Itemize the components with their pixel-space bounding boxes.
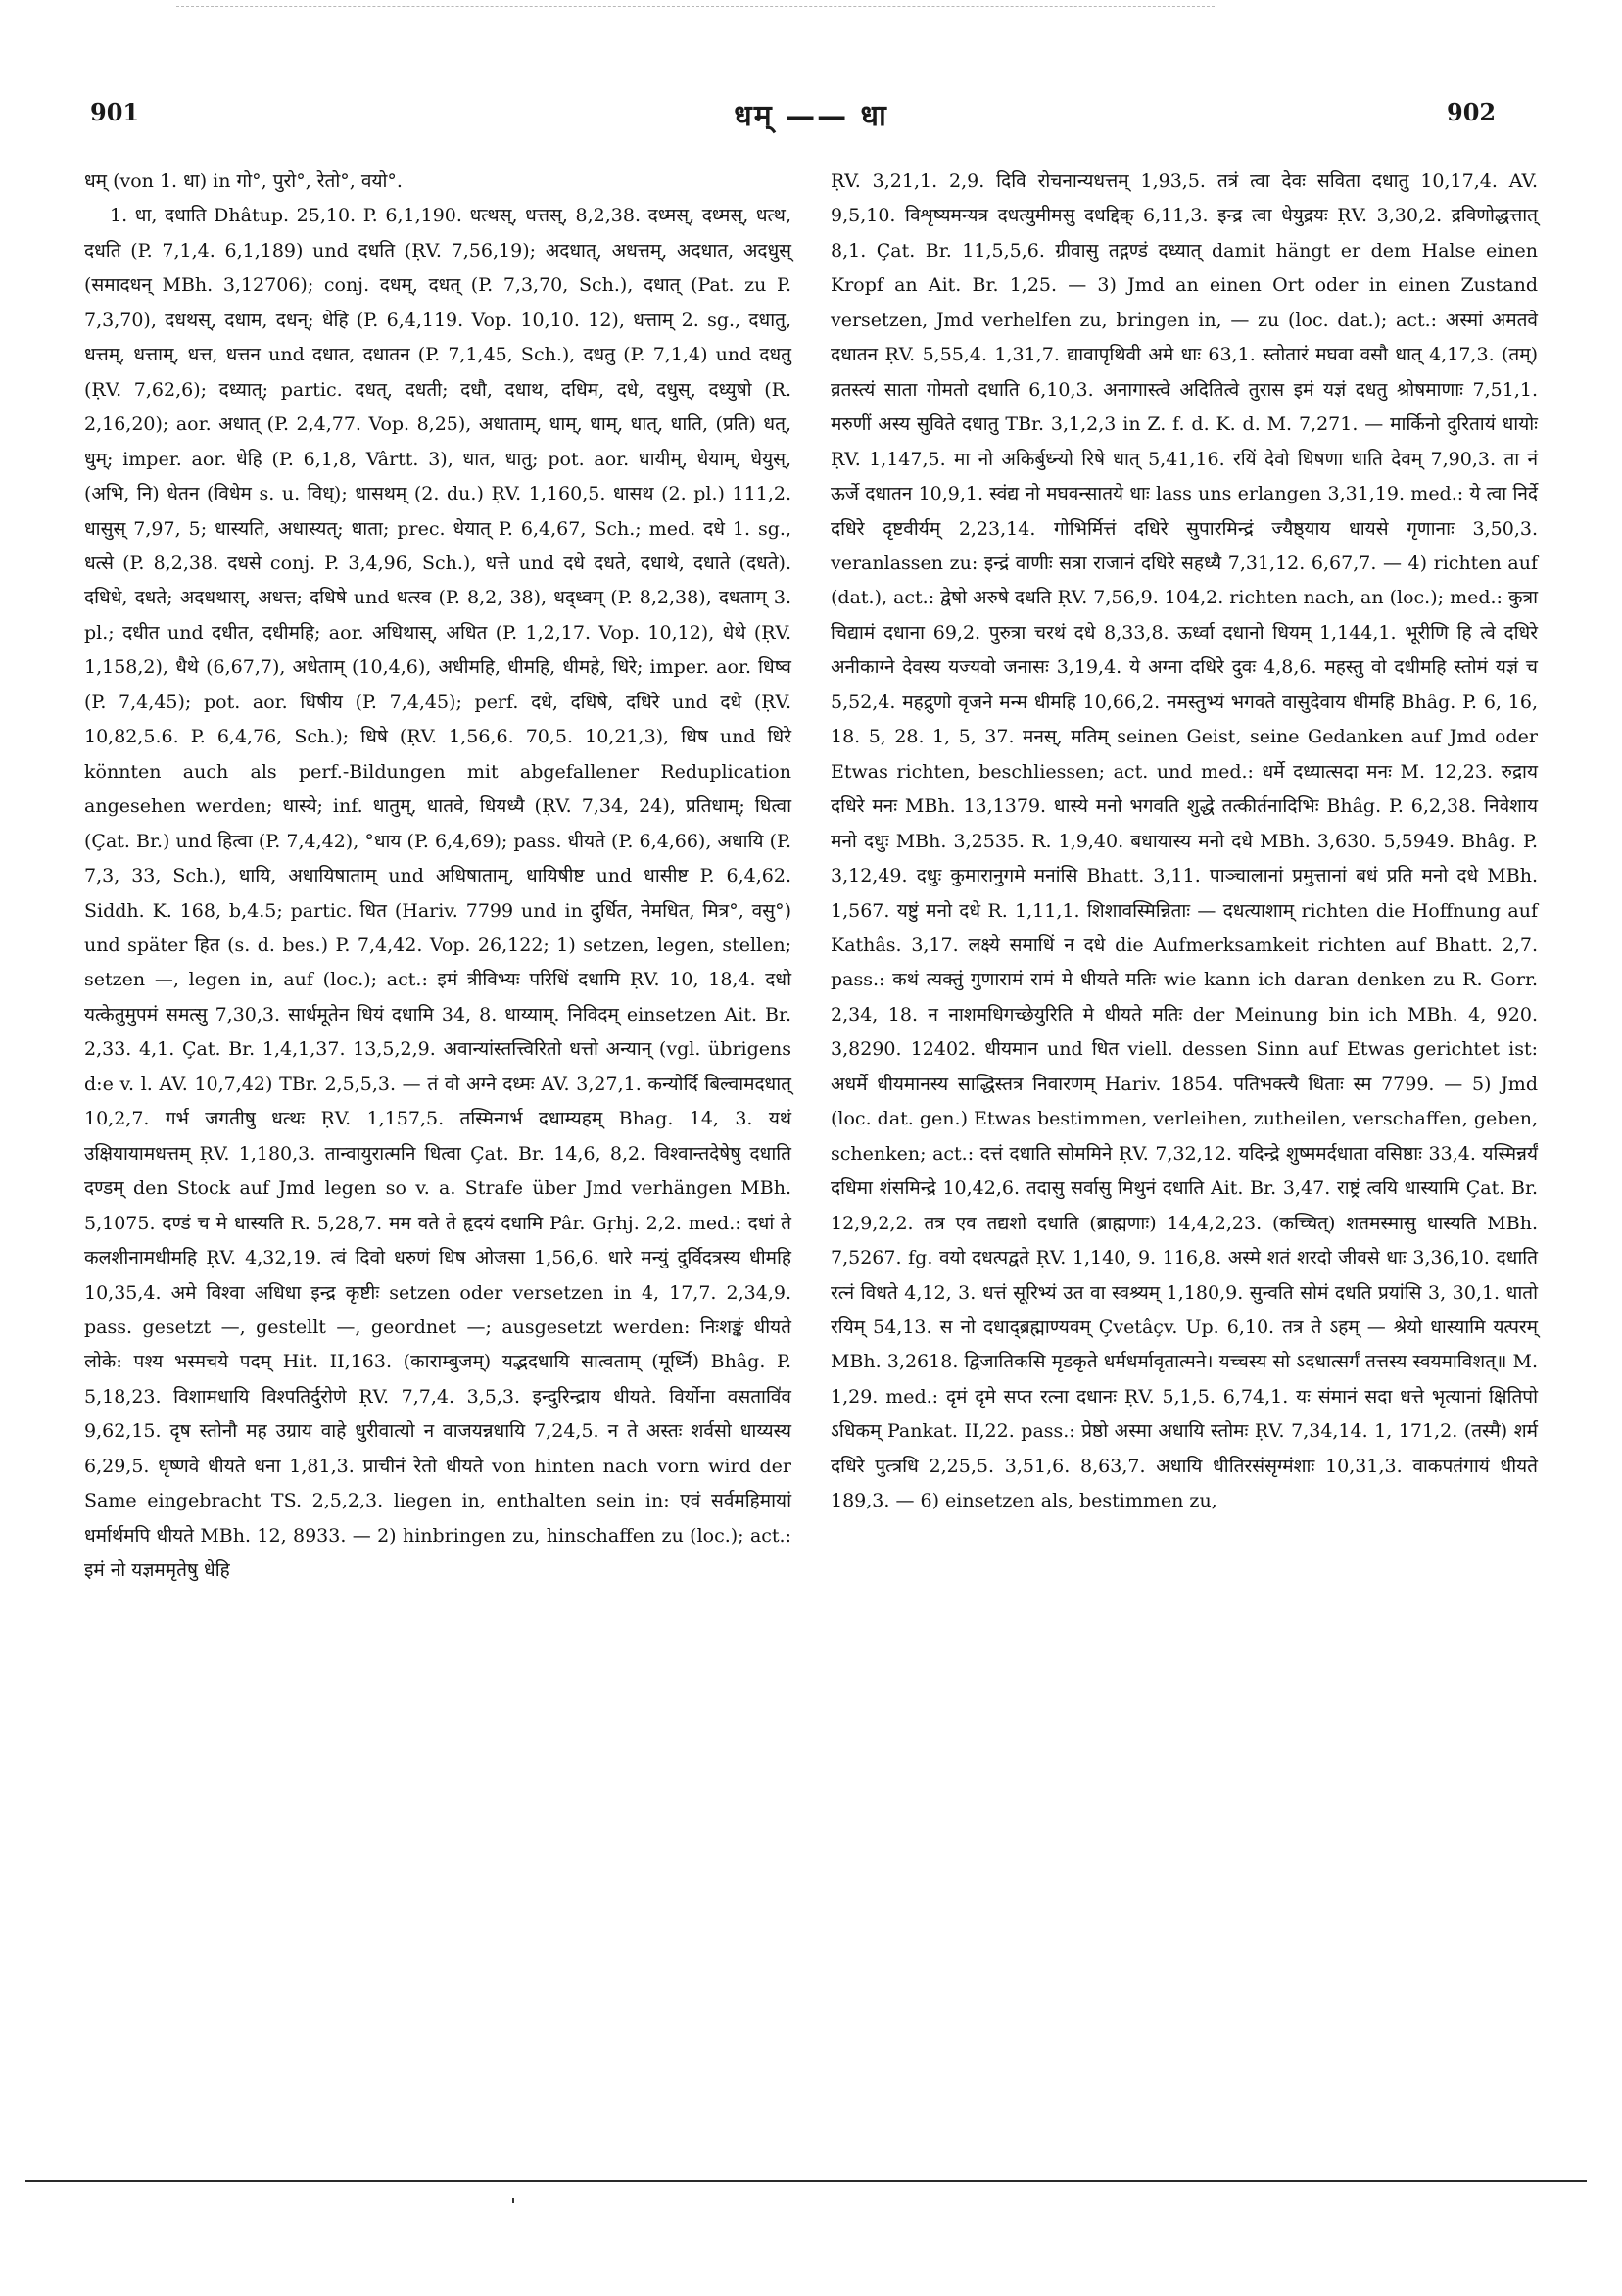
left-page-number: 901 xyxy=(90,98,140,126)
bottom-rule xyxy=(25,2180,1587,2182)
scan-artifact-line xyxy=(176,6,1215,7)
running-head: धम् —— धा xyxy=(734,99,888,133)
right-page-number: 902 xyxy=(1447,98,1497,126)
entry-dha-part-1: 1. धा, दधाति Dhâtup. 25,10. P. 6,1,190. धत्थस्, धत्तस्, 8,2,38. दध्मस्, दध्मस्, धत्थ, दधति (P. 7,1,4. 6,1,189) und दधति (ṚV. 7,56,19); अदधात्, अधत्तम्, अदधात, अदधुस् (समादधन् MBh. 3,12706); conj. दधम्, दधत् (P. 7,3,70, Sch.), दधात् (Pat. zu P. 7,3,70), दधथस्, दधाम, दधन्; धेहि (P. 6,4,119. Vop. 10,10. 12), धत्ताम् 2. sg., दधातु, धत्तम्, धत्ताम्, धत्त, धत्तन und दधात, दधातन (P. 7,1,45, Sch.), दधतु (P. 7,1,4) und दधतु (ṚV. 7,62,6); दध्यात्; partic. दधत्, दधती; दधौ, दधाथ, दधिम, दधे, दधुस्, दध्युषो (R. 2,16,20); aor. अधात् (P. 2,4,77. Vop. 8,25), अधाताम्, धाम्, धाम्, धात्, धाति, (प्रति) धत्, धुम्; imper. aor. धेहि (P. 6,1,8, Vârtt. 3), धात, धातु; pot. aor. धायीम्, धेयाम्, धेयुस्, (अभि, नि) धेतन (विधेम s. u. विध्); धासथम् (2. du.) ṚV. 1,160,5. धासथ (2. pl.) 111,2. धासुस् 7,97, 5; धास्यति, अधास्यत्; धाता; prec. धेयात् P. 6,4,67, Sch.; med. दधे 1. sg., धत्से (P. 8,2,38. दधसे conj. P. 3,4,96, Sch.), धत्ते und दधे दधते, दधाथे, दधाते (दधते). दधिधे, दधते; अदधथास्, अधत्त; दधिषे und धत्स्व (P. 8,2, 38), धद्ध्वम् (P. 8,2,38), दधताम् 3. pl.; दधीत und दधीत, दधीमहि; aor. अधिथास्, अधित (P. 1,2,17. Vop. 10,12), धेथे (ṚV. 1,158,2), धैथे (6,67,7), अधेताम् (10,4,6), अधीमहि, धीमहि, धीमहे, धिरे; imper. aor. धिष्व (P. 7,4,45); pot. aor. धिषीय (P. 7,4,45); perf. दधे, दधिषे, दधिरे und दधे (ṚV. 10,82,5.6. P. 6,4,76, Sch.); धिषे (ṚV. 1,56,6. 70,5. 10,21,3), धिष und धिरे könnten auch als perf.-Bildungen mit abgefallener Reduplication angesehen werden; धास्ये; inf. धातुम्, धातवे, धियध्यै (ṚV. 7,34, 24), प्रतिधाम्; धित्वा (Çat. Br.) und हित्वा (P. 7,4,42), °धाय (P. 6,4,69); pass. धीयते (P. 6,4,66), अधायि (P. 7,3, 33, Sch.), धायि, अधायिषाताम् und अधिषाताम्, धायिषीष्ट und धासीष्ट P. 6,4,62. Siddh. K. 168, b,4.5; partic. धित (Hariv. 7799 und in दुर्धित, नेमधित, मित्र°, वसु°) und später हित (s. d. bes.) P. 7,4,42. Vop. 26,122; 1) setzen, legen, stellen; setzen —, legen in, auf (loc.); act.: इमं त्रीविभ्यः परिधिं दधामि ṚV. 10, 18,4. दधो यत्केतुमुपमं समत्सु 7,30,3. सार्धमूतेन धियं दधामि 34, 8. धाय्याम्. निविदम् einsetzen Ait. Br. 2,33. 4,1. Çat. Br. 1,4,1,37. 13,5,2,9. अवान्यांस्तत्त्विरितो धत्तो अन्यान् (vgl. übrigens d:e v. l. AV. 10,7,42) TBr. 2,5,5,3. — तं वो अग्ने दध्मः AV. 3,27,1. कन्योर्दि बिल्वामदधात् 10,2,7. गर्भ जगतीषु धत्थः ṚV. 1,157,5. तस्मिन्गर्भ दधाम्यहम् Bhag. 14, 3. यथं उक्षियायामधत्तम् ṚV. 1,180,3. तान्वायुरात्मनि धित्वा Çat. Br. 14,6, 8,2. विश्वान्तदेषेषु दधाति दण्डम् den Stock auf Jmd legen so v. a. Strafe über Jmd verhängen MBh. 5,1075. दण्डं च मे धास्यति R. 5,28,7. मम वते ते हृदयं दधामि Pâr. Gṛhj. 2,2. med.: दधां ते कलशीनामधीमहि ṚV. 4,32,19. त्वं दिवो धरुणं धिष ओजसा 1,56,6. धारे मन्युं दुर्विदत्रस्य धीमहि 10,35,4. अमे विश्वा अधिधा इन्द्र कृष्टीः setzen oder versetzen in 4, 17,7. 2,34,9. pass. gesetzt —, gestellt —, geordnet —; ausgesetzt werden: निःशङ्कं धीयते लोके: पश्य भस्मचये पदम् Hit. II,163. (काराम्बुजम्) यद्भदधायि सात्वताम् (मूर्ध्नि) Bhâg. P. 5,18,23. विशामधायि विश्पतिर्दुरोणे ṚV. 7,7,4. 3,5,3. इन्दुरिन्द्राय धीयते. विर्योना वसतावि॑व 9,62,15. दृष स्तोनौ मह उग्राय वाहे धुरीवात्यो न वाजयन्नधायि 7,24,5. न ते अस्तः शर्वसो धाय्यस्य 6,29,5. धृष्णवे धीयते धना 1,81,3. प्राचीनं रेतो धीयते von hinten nach vorn wird der Same eingebracht TS. 2,5,2,3. liegen in, enthalten sein in: एवं सर्वमहिमायां धर्मार्थमपि धीयते MBh. 12, 8933. — 2) hinbringen zu, hinschaffen zu (loc.); act.: इमं नो यज्ञममृतेषु धेहि xyxy=(84,205,791,1582)
entry-dham: धम् (von 1. धा) in गो°, पुरो°, रेतो°, वयो°. xyxy=(84,170,403,192)
entry-dha-part-2: ṚV. 3,21,1. 2,9. दिवि रोचनान्यधत्तम् 1,93,5. तत्रं त्वा देवः सविता दधातु 10,17,4. AV. 9,5,10. विशृष्यमन्यत्र दधत्युमीमसु दधद्दिक् 6,11,3. इन्द्र त्वा धेयुद्रयः ṚV. 3,30,2. द्रविणोद्धत्तात् 8,1. Çat. Br. 11,5,5,6. ग्रीवासु तद्गण्डं दध्यात् damit hängt er dem Halse einen Kropf an Ait. Br. 1,25. — 3) Jmd an einen Ort oder in einen Zustand versetzen, Jmd verhelfen zu, bringen in, — zu (loc. dat.); act.: अस्मां अमतवे दधातन ṚV. 5,55,4. 1,31,7. द्यावापृथिवी अमे धाः 63,1. स्तोतारं मघवा वसौ धात् 4,17,3. (तम्) व्रतस्त्यं साता गोमतो दधाति 6,10,3. अनागास्त्वे अदितित्वे तुरास इमं यज्ञं दधतु श्रोषमाणाः 7,51,1. मरुणीं अस्य सुविते दधातु TBr. 3,1,2,3 in Z. f. d. K. d. M. 7,271. — मार्किनो दुरितायं धायोः ṚV. 1,147,5. मा नो अकिर्बुध्न्यो रिषे धात् 5,41,16. रयिं देवो धिषणा धाति देवम् 7,90,3. ता नं ऊर्जे दधातन 10,9,1. स्वंद्य नो मघवन्सातये धाः lass uns erlangen 3,31,19. med.: ये त्वा निर्दे दधिरे दृष्टवीर्यम् 2,23,14. गोभिर्मित्तं दधिरे सुपारमिन्द्रं ज्यैष्ठ्याय धायसे गृणानाः 3,50,3. veranlassen zu: इन्द्रं वाणीः सत्रा राजानं दधिरे सहध्यै 7,31,12. 6,67,7. — 4) richten auf (dat.), act.: द्वेषो अरुषे दधति ṚV. 7,56,9. 104,2. richten nach, an (loc.); med.: कुत्रा चिद्यामं दधाना 69,2. पुरुत्रा चरथं दधे 8,33,8. ऊर्ध्वा दधानो धियम् 1,144,1. भूरीणि हि त्वे दधिरे अनीकाग्ने देवस्य यज्यवो जनासः 3,19,4. ये अग्ना दधिरे दुवः 4,8,6. महस्तु वो दधीमहि स्तोमं यज्ञं च 5,52,4. महद्रुणो वृजने मन्म धीमहि 10,66,2. नमस्तुभ्यं भगवते वासुदेवाय धीमहि Bhâg. P. 6, 16, 18. 5, 28. 1, 5, 37. मनस्, मतिम् seinen Geist, seine Gedanken auf Jmd oder Etwas richten, beschliessen; act. und med.: धर्मे दध्यात्सदा मनः M. 12,23. रुद्राय दधिरे मनः MBh. 13,1379. धास्ये मनो भगवति शुद्धे तत्कीर्तनादिभिः Bhâg. P. 6,2,38. निवेशाय मनो दधुः MBh. 3,2535. R. 1,9,40. बधायास्य मनो दधे MBh. 3,630. 5,5949. Bhâg. P. 3,12,49. दधुः कुमारानुगमे मनांसि Bhatt. 3,11. पाञ्चालानां प्रमुत्तानां बधं प्रति मनो दधे MBh. 1,567. यष्टुं मनो दधे R. 1,11,1. शिशावस्मिन्निताः — दधत्याशाम् richten die Hoffnung auf Kathâs. 3,17. लक्ष्ये समाधिं न दधे die Aufmerksamkeit richten auf Bhatt. 2,7. pass.: कथं त्यक्तुं गुणारामं रामं मे धीयते मतिः wie kann ich daran denken zu R. Gorr. 2,34, 18. न नाशमधिगच्छेयुरिति मे धीयते मतिः der Meinung bin ich MBh. 4, 920. 3,8290. 12402. धीयमान und धित viell. dessen Sinn auf Etwas gerichtet ist: अधर्मे धीयमानस्य साद्धिस्तत्र निवारणम् Hariv. 1854. पतिभक्त्यै धिताः स्म 7799. — 5) Jmd (loc. dat. gen.) Etwas bestimmen, verleihen, zutheilen, verschaffen, geben, schenken; act.: दत्तं दधाति सोममिने ṚV. 7,32,12. यदिन्द्रे शुष्ममर्दधाता वसिष्ठाः 33,4. यस्मिन्नर्यं दधिमा शंसमिन्द्रे 10,42,6. तदासु सर्वासु मिथुनं दधाति Ait. Br. 3,47. राष्ट्रं त्वयि धास्यामि Çat. Br. 12,9,2,2. तत्र एव तद्यशो दधाति (ब्राह्मणाः) 14,4,2,23. (कच्चित्) शतमस्मासु धास्यति MBh. 7,5267. fg. वयो दधत्पद्वते ṚV. 1,140, 9. 116,8. अस्मे शतं शरदो जीवसे धाः 3,36,10. दधाति रत्नं विधते 4,12, 3. धत्तं सूरिभ्यं उत वा स्वश्र्यम् 1,180,9. सुन्वति सोमं दधति प्रयांसि 3, 30,1. धातो रयिम् 54,13. स नो दधाद्ब्रह्माण्यवम् Çvetâçv. Up. 6,10. तत्र ते ऽहम् — श्रेयो धास्यामि यत्परम् MBh. 3,2618. द्विजातिकसि मृडकृते धर्मधर्मावृतात्मने। यच्चस्य सो ऽदधात्सर्गं तत्तस्य स्वयमाविशत्॥ M. 1,29. med.: दृमं दृमे सप्त रत्ना दधानः ṚV. 5,1,5. 6,74,1. यः संमानं सदा धत्ते भृत्यानां क्षितिपो ऽधिकम् Pankat. II,22. pass.: प्रेष्ठो अस्मा अधायि स्तोमः ṚV. 7,34,14. 1, 171,2. (तस्मै) शर्म दधिरे पुत्त्रधि 2,25,5. 3,51,6. 8,63,7. अधायि धीतिरसंसृग्मंशाः 10,31,3. वाकपतंगायं धीयते 189,3. — 6) einsetzen als, bestimmen zu, xyxy=(831,170,1538,1512)
right-column xyxy=(831,165,1538,1519)
left-column xyxy=(84,165,791,1589)
bottom-rule-tick xyxy=(512,2198,514,2203)
